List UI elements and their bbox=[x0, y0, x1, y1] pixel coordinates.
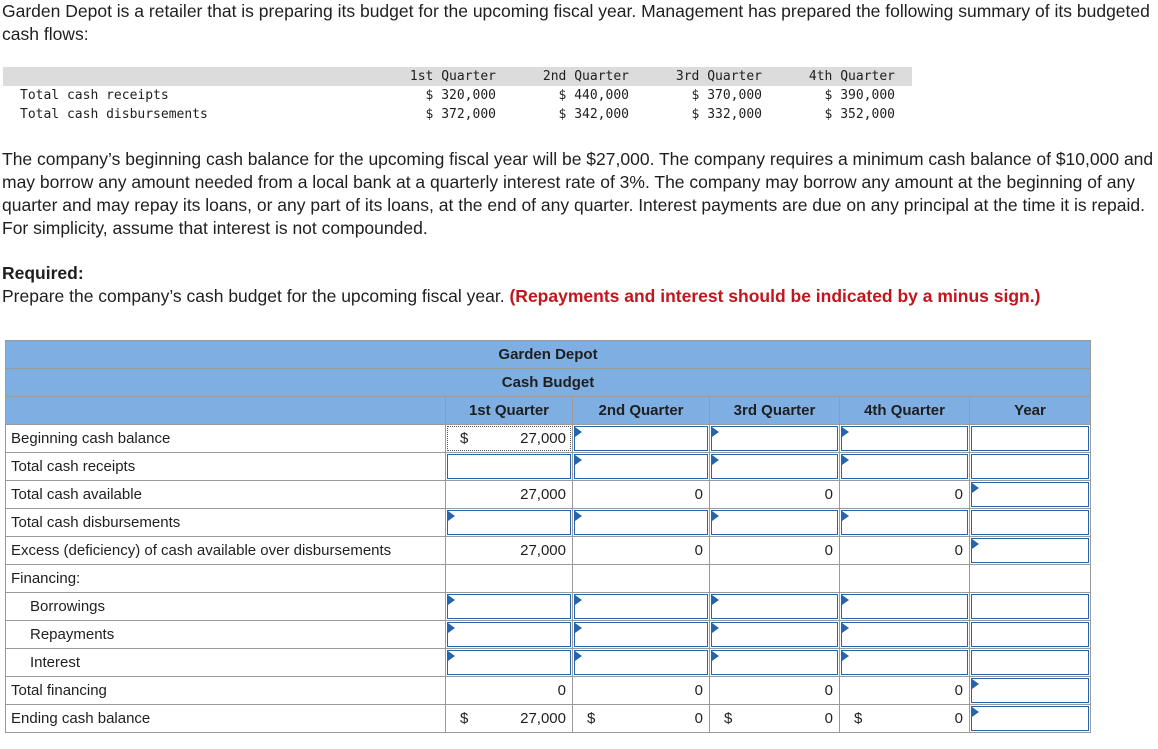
col-header-q4: 4th Quarter bbox=[840, 397, 970, 425]
intro-paragraph: Garden Depot is a retailer that is preparing its budget for the upcoming fiscal year. Management has prepared the following summary of its budgeted cash flows: bbox=[2, 1, 1150, 44]
repay-q1-input[interactable] bbox=[447, 622, 571, 647]
input-marker-icon bbox=[842, 595, 849, 605]
input-marker-icon bbox=[842, 427, 849, 437]
interest-q1-cell bbox=[446, 649, 573, 677]
given-disb-q3: $ 332,000 bbox=[691, 107, 762, 122]
given-disbursements-label: Total cash disbursements bbox=[20, 107, 208, 122]
col-header-q3: 3rd Quarter bbox=[710, 397, 840, 425]
disb-year-input[interactable] bbox=[971, 510, 1089, 535]
totfin-q1-cell bbox=[446, 677, 573, 705]
available-year-input[interactable] bbox=[971, 482, 1089, 507]
excess-q4-value: 0 bbox=[954, 542, 963, 559]
currency-symbol: $ bbox=[460, 710, 469, 727]
row-excess-deficiency bbox=[6, 537, 1091, 565]
ending-q4-value: 0 bbox=[954, 710, 963, 727]
excess-q2-value: 0 bbox=[694, 542, 703, 559]
financing-q1-cell bbox=[446, 565, 573, 593]
excess-q3-value: 0 bbox=[824, 542, 833, 559]
row-borrowings bbox=[6, 593, 1091, 621]
ending-q2-cell bbox=[573, 705, 710, 733]
row-financing-heading bbox=[6, 565, 1091, 593]
available-q2-cell bbox=[573, 481, 710, 509]
receipts-q3-input[interactable] bbox=[711, 454, 838, 479]
row-label: Borrowings bbox=[6, 593, 446, 621]
input-marker-icon bbox=[842, 455, 849, 465]
interest-q1-input[interactable] bbox=[447, 650, 571, 675]
interest-q3-input[interactable] bbox=[711, 650, 838, 675]
input-marker-icon bbox=[575, 455, 582, 465]
given-header-q1: 1st Quarter bbox=[409, 69, 496, 84]
given-header-q3: 3rd Quarter bbox=[675, 69, 762, 84]
beginning-q4-cell bbox=[840, 425, 970, 453]
col-header-q2: 2nd Quarter bbox=[573, 397, 710, 425]
row-total-cash-disbursements bbox=[6, 509, 1091, 537]
required-text: Prepare the company’s cash budget for the upcoming fiscal year. bbox=[2, 286, 505, 306]
ending-year-input[interactable] bbox=[971, 706, 1089, 731]
available-q4-value: 0 bbox=[954, 486, 963, 503]
ending-q1-cell bbox=[446, 705, 573, 733]
row-label: Excess (deficiency) of cash available over disbursements bbox=[6, 537, 446, 565]
required-heading: Required: bbox=[2, 263, 84, 283]
repay-q1-cell bbox=[446, 621, 573, 649]
excess-q4-cell bbox=[840, 537, 970, 565]
totfin-q3-value: 0 bbox=[824, 682, 833, 699]
row-repayments bbox=[6, 621, 1091, 649]
given-disb-q1: $ 372,000 bbox=[425, 107, 496, 122]
repay-year-input[interactable] bbox=[971, 622, 1089, 647]
given-receipts-label: Total cash receipts bbox=[20, 88, 169, 103]
given-receipts-q2: $ 440,000 bbox=[558, 88, 629, 103]
disb-q3-input[interactable] bbox=[711, 510, 838, 535]
receipts-year-input[interactable] bbox=[971, 454, 1089, 479]
given-header-q2: 2nd Quarter bbox=[542, 69, 629, 84]
receipts-q4-input[interactable] bbox=[841, 454, 968, 479]
budget-title: Garden Depot bbox=[6, 341, 1091, 369]
input-marker-icon bbox=[842, 623, 849, 633]
receipts-q1-input[interactable] bbox=[447, 454, 571, 479]
disb-year-cell bbox=[970, 509, 1091, 537]
interest-year-cell bbox=[970, 649, 1091, 677]
totfin-q2-cell bbox=[573, 677, 710, 705]
row-total-cash-receipts bbox=[6, 453, 1091, 481]
given-receipts-q1: $ 320,000 bbox=[425, 88, 496, 103]
currency-symbol: $ bbox=[460, 430, 469, 447]
input-marker-icon bbox=[575, 427, 582, 437]
disb-q4-input[interactable] bbox=[841, 510, 968, 535]
totfin-q4-value: 0 bbox=[954, 682, 963, 699]
row-label: Total cash available bbox=[6, 481, 446, 509]
row-label: Financing: bbox=[6, 565, 446, 593]
col-header-year: Year bbox=[970, 397, 1091, 425]
input-marker-icon bbox=[712, 651, 719, 661]
input-marker-icon bbox=[575, 623, 582, 633]
interest-q4-cell bbox=[840, 649, 970, 677]
receipts-q3-cell bbox=[710, 453, 840, 481]
row-label: Repayments bbox=[6, 621, 446, 649]
input-marker-icon bbox=[712, 595, 719, 605]
given-disb-q4: $ 352,000 bbox=[824, 107, 895, 122]
interest-q3-cell bbox=[710, 649, 840, 677]
beginning-year-cell bbox=[970, 425, 1091, 453]
borrow-q2-input[interactable] bbox=[574, 594, 708, 619]
receipts-q2-cell bbox=[573, 453, 710, 481]
repay-q3-input[interactable] bbox=[711, 622, 838, 647]
beginning-year-input[interactable] bbox=[971, 426, 1089, 451]
given-receipts-q4: $ 390,000 bbox=[824, 88, 895, 103]
ending-q3-cell bbox=[710, 705, 840, 733]
ending-q4-cell bbox=[840, 705, 970, 733]
disb-q1-cell bbox=[446, 509, 573, 537]
budget-header-blank bbox=[6, 397, 446, 425]
required-note: (Repayments and interest should be indicated by a minus sign.) bbox=[509, 286, 1041, 306]
available-q1-cell bbox=[446, 481, 573, 509]
row-ending-cash bbox=[6, 705, 1091, 733]
beginning-q2-cell bbox=[573, 425, 710, 453]
totfin-year-cell bbox=[970, 677, 1091, 705]
col-header-q1: 1st Quarter bbox=[446, 397, 573, 425]
beginning-q1-value: 27,000 bbox=[520, 430, 566, 447]
borrow-q3-cell bbox=[710, 593, 840, 621]
borrow-q2-cell bbox=[573, 593, 710, 621]
input-marker-icon bbox=[972, 679, 979, 689]
borrow-year-input[interactable] bbox=[971, 594, 1089, 619]
repay-q3-cell bbox=[710, 621, 840, 649]
input-marker-icon bbox=[842, 511, 849, 521]
currency-symbol: $ bbox=[587, 710, 596, 727]
given-disb-q2: $ 342,000 bbox=[558, 107, 629, 122]
disb-q2-cell bbox=[573, 509, 710, 537]
row-label: Total financing bbox=[6, 677, 446, 705]
borrow-q4-cell bbox=[840, 593, 970, 621]
repay-q4-input[interactable] bbox=[841, 622, 968, 647]
given-header-q4: 4th Quarter bbox=[808, 69, 895, 84]
input-marker-icon bbox=[972, 539, 979, 549]
row-label: Beginning cash balance bbox=[6, 425, 446, 453]
beginning-q4-input[interactable] bbox=[841, 426, 968, 451]
receipts-year-cell bbox=[970, 453, 1091, 481]
input-marker-icon bbox=[712, 511, 719, 521]
repay-year-cell bbox=[970, 621, 1091, 649]
interest-q4-input[interactable] bbox=[841, 650, 968, 675]
ending-q3-value: 0 bbox=[824, 710, 833, 727]
excess-q3-cell bbox=[710, 537, 840, 565]
interest-year-input[interactable] bbox=[971, 650, 1089, 675]
borrow-q1-cell bbox=[446, 593, 573, 621]
row-label: Ending cash balance bbox=[6, 705, 446, 733]
row-beginning-cash bbox=[6, 425, 1091, 453]
currency-symbol: $ bbox=[854, 710, 863, 727]
given-header-row bbox=[3, 67, 912, 86]
totfin-q1-value: 0 bbox=[557, 682, 566, 699]
input-marker-icon bbox=[575, 651, 582, 661]
available-q1-value: 27,000 bbox=[520, 486, 566, 503]
input-marker-icon bbox=[712, 427, 719, 437]
cash-budget-table bbox=[5, 340, 1091, 733]
ending-year-cell bbox=[970, 705, 1091, 733]
excess-q1-value: 27,000 bbox=[520, 542, 566, 559]
input-marker-icon bbox=[972, 707, 979, 717]
borrow-q1-input[interactable] bbox=[447, 594, 571, 619]
disb-q4-cell bbox=[840, 509, 970, 537]
financing-q3-cell bbox=[710, 565, 840, 593]
ending-q2-value: 0 bbox=[694, 710, 703, 727]
repay-q4-cell bbox=[840, 621, 970, 649]
interest-q2-cell bbox=[573, 649, 710, 677]
input-marker-icon bbox=[448, 511, 455, 521]
borrow-q3-input[interactable] bbox=[711, 594, 838, 619]
excess-q2-cell bbox=[573, 537, 710, 565]
given-receipts-row bbox=[3, 86, 912, 105]
excess-year-input[interactable] bbox=[971, 538, 1089, 563]
beginning-q2-input[interactable] bbox=[574, 426, 708, 451]
available-q2-value: 0 bbox=[694, 486, 703, 503]
receipts-q2-input[interactable] bbox=[574, 454, 708, 479]
row-interest bbox=[6, 649, 1091, 677]
budget-subtitle: Cash Budget bbox=[6, 369, 1091, 397]
financing-q4-cell bbox=[840, 565, 970, 593]
totfin-year-input[interactable] bbox=[971, 678, 1089, 703]
disb-q2-input[interactable] bbox=[574, 510, 708, 535]
given-receipts-q3: $ 370,000 bbox=[691, 88, 762, 103]
row-total-financing bbox=[6, 677, 1091, 705]
beginning-q3-cell bbox=[710, 425, 840, 453]
row-label: Interest bbox=[6, 649, 446, 677]
input-marker-icon bbox=[842, 651, 849, 661]
excess-q1-cell bbox=[446, 537, 573, 565]
input-marker-icon bbox=[712, 623, 719, 633]
input-marker-icon bbox=[448, 651, 455, 661]
available-q3-cell bbox=[710, 481, 840, 509]
repay-q2-cell bbox=[573, 621, 710, 649]
totfin-q2-value: 0 bbox=[694, 682, 703, 699]
beginning-q3-input[interactable] bbox=[711, 426, 838, 451]
disb-q3-cell bbox=[710, 509, 840, 537]
row-label: Total cash receipts bbox=[6, 453, 446, 481]
assumptions-paragraph: The company’s beginning cash balance for the upcoming fiscal year will be $27,000. The company requires a minimum cash balance of $10,000 and may borrow any amount needed from a local bank at a quarterly interest rate of 3%. The company may borrow any amount at the beginning of any quarter and may repay its loans, or any part of its loans, at the end of any quarter. Interest payments are due on any principal at the time it is repaid. For simplicity, assume that interest is not compounded. bbox=[2, 149, 1154, 238]
interest-q2-input[interactable] bbox=[574, 650, 708, 675]
totfin-q4-cell bbox=[840, 677, 970, 705]
currency-symbol: $ bbox=[724, 710, 733, 727]
given-disbursements-row bbox=[3, 105, 912, 124]
available-q4-cell bbox=[840, 481, 970, 509]
input-marker-icon bbox=[448, 623, 455, 633]
row-label: Total cash disbursements bbox=[6, 509, 446, 537]
row-total-cash-available bbox=[6, 481, 1091, 509]
beginning-q1-cell bbox=[446, 425, 573, 453]
excess-year-cell bbox=[970, 537, 1091, 565]
input-marker-icon bbox=[972, 483, 979, 493]
financing-q2-cell bbox=[573, 565, 710, 593]
available-year-cell bbox=[970, 481, 1091, 509]
repay-q2-input[interactable] bbox=[574, 622, 708, 647]
receipts-q4-cell bbox=[840, 453, 970, 481]
required-instructions bbox=[2, 286, 1040, 307]
ending-q1-value: 27,000 bbox=[520, 710, 566, 727]
disb-q1-input[interactable] bbox=[447, 510, 571, 535]
borrow-year-cell bbox=[970, 593, 1091, 621]
input-marker-icon bbox=[575, 511, 582, 521]
input-marker-icon bbox=[575, 595, 582, 605]
input-marker-icon bbox=[712, 455, 719, 465]
available-q3-value: 0 bbox=[824, 486, 833, 503]
financing-year-cell bbox=[970, 565, 1091, 593]
borrow-q4-input[interactable] bbox=[841, 594, 968, 619]
receipts-q1-cell bbox=[446, 453, 573, 481]
totfin-q3-cell bbox=[710, 677, 840, 705]
input-marker-icon bbox=[448, 595, 455, 605]
